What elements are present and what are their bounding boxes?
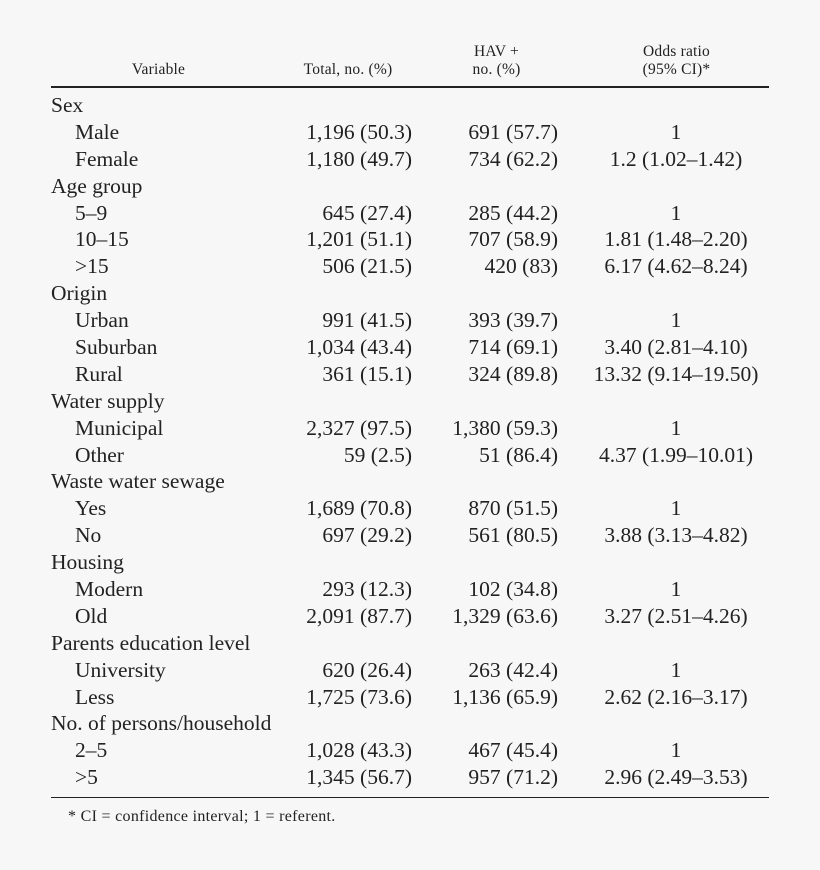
cell-odds-ratio: 1 xyxy=(670,577,682,602)
group-row xyxy=(51,388,769,415)
table-row xyxy=(51,146,769,173)
header-hav-line1: HAV + xyxy=(474,43,519,60)
cell-odds-ratio: 6.17 (4.62–8.24) xyxy=(604,254,748,279)
cell-hav-positive: 420 (83) xyxy=(484,254,558,279)
cell-odds-ratio: 4.37 (1.99–10.01) xyxy=(598,442,754,467)
cell-odds-ratio: 1 xyxy=(670,415,682,440)
cell-total: 2,091 (87.7) xyxy=(306,603,412,628)
cell-hav-positive: 393 (39.7) xyxy=(468,308,558,333)
cell-total: 1,725 (73.6) xyxy=(306,684,412,709)
cell-total: 645 (27.4) xyxy=(322,200,412,225)
cell-total: 361 (15.1) xyxy=(322,361,412,386)
group-label: Water supply xyxy=(51,388,165,413)
cell-total: 2,327 (97.5) xyxy=(306,415,412,440)
row-label: University xyxy=(75,657,166,682)
cell-odds-ratio: 13.32 (9.14–19.50) xyxy=(593,361,759,386)
cell-hav-positive: 1,380 (59.3) xyxy=(452,415,558,440)
group-row xyxy=(51,549,769,576)
cell-odds-ratio: 2.62 (2.16–3.17) xyxy=(604,684,748,709)
cell-total: 1,201 (51.1) xyxy=(306,227,412,252)
group-row xyxy=(51,92,769,119)
row-label: Yes xyxy=(75,496,107,521)
header-or-line1: Odds ratio xyxy=(642,43,710,60)
cell-hav-positive: 285 (44.2) xyxy=(468,200,558,225)
group-label: No. of persons/household xyxy=(51,711,272,736)
cell-total: 1,689 (70.8) xyxy=(306,496,412,521)
group-label: Parents education level xyxy=(51,630,251,655)
table-row xyxy=(51,657,769,684)
table-row xyxy=(51,495,769,522)
table-row xyxy=(51,684,769,711)
group-label: Age group xyxy=(51,173,143,198)
cell-odds-ratio: 1 xyxy=(670,200,682,225)
header-total: Total, no. (%) xyxy=(303,61,393,78)
cell-total: 1,345 (56.7) xyxy=(306,765,412,790)
cell-hav-positive: 1,329 (63.6) xyxy=(452,603,558,628)
cell-hav-positive: 957 (71.2) xyxy=(468,765,558,790)
cell-hav-positive: 51 (86.4) xyxy=(479,442,558,467)
header-odds-ratio xyxy=(599,43,754,79)
table-row xyxy=(51,603,769,630)
table-row xyxy=(51,226,769,253)
row-label: Male xyxy=(75,119,120,144)
row-label: Rural xyxy=(75,361,123,386)
cell-total: 620 (26.4) xyxy=(322,657,412,682)
table-row xyxy=(51,737,769,764)
table-body xyxy=(51,88,769,791)
row-label: Suburban xyxy=(75,335,158,360)
cell-hav-positive: 734 (62.2) xyxy=(468,146,558,171)
group-label: Sex xyxy=(51,93,84,117)
cell-hav-positive: 707 (58.9) xyxy=(468,227,558,252)
group-label: Waste water sewage xyxy=(51,469,225,494)
cell-total: 293 (12.3) xyxy=(322,577,412,602)
row-label: 5–9 xyxy=(75,200,108,225)
cell-total: 59 (2.5) xyxy=(343,442,412,467)
row-label: Female xyxy=(75,146,139,171)
table-footnote: * CI = confidence interval; 1 = referent. xyxy=(68,808,336,825)
cell-odds-ratio: 1 xyxy=(670,738,682,763)
table-row xyxy=(51,522,769,549)
data-table xyxy=(51,40,769,798)
cell-odds-ratio: 3.27 (2.51–4.26) xyxy=(604,603,748,628)
cell-total: 506 (21.5) xyxy=(322,254,412,279)
cell-hav-positive: 691 (57.7) xyxy=(468,119,558,144)
row-label: No xyxy=(75,523,102,548)
cell-odds-ratio: 1 xyxy=(670,119,682,144)
row-label: Municipal xyxy=(75,415,164,440)
table-row xyxy=(51,200,769,227)
group-label: Origin xyxy=(51,281,108,306)
cell-total: 1,180 (49.7) xyxy=(306,146,412,171)
row-label: >5 xyxy=(75,765,98,790)
group-row xyxy=(51,710,769,737)
table-row xyxy=(51,764,769,791)
table-header xyxy=(51,40,769,86)
table-row xyxy=(51,307,769,334)
cell-total: 1,028 (43.3) xyxy=(306,738,412,763)
cell-hav-positive: 102 (34.8) xyxy=(468,577,558,602)
group-row xyxy=(51,630,769,657)
table-row xyxy=(51,576,769,603)
header-variable: Variable xyxy=(131,61,186,78)
cell-hav-positive: 561 (80.5) xyxy=(468,523,558,548)
cell-hav-positive: 1,136 (65.9) xyxy=(452,684,558,709)
row-label: 10–15 xyxy=(75,227,129,252)
header-hav-positive xyxy=(439,43,554,79)
table-row xyxy=(51,334,769,361)
row-label: 2–5 xyxy=(75,738,108,763)
row-label: Urban xyxy=(75,308,129,333)
cell-total: 1,034 (43.4) xyxy=(306,335,412,360)
cell-total: 991 (41.5) xyxy=(322,308,412,333)
group-label: Housing xyxy=(51,550,124,575)
row-label: Modern xyxy=(75,577,144,602)
cell-odds-ratio: 1.2 (1.02–1.42) xyxy=(609,146,743,171)
cell-hav-positive: 324 (89.8) xyxy=(468,361,558,386)
cell-hav-positive: 870 (51.5) xyxy=(468,496,558,521)
cell-total: 697 (29.2) xyxy=(322,523,412,548)
cell-hav-positive: 714 (69.1) xyxy=(468,335,558,360)
group-row xyxy=(51,468,769,495)
header-or-line2: (95% CI)* xyxy=(642,61,711,78)
cell-hav-positive: 263 (42.4) xyxy=(468,657,558,682)
group-row xyxy=(51,280,769,307)
row-label: Less xyxy=(75,684,115,709)
row-label: Old xyxy=(75,603,108,628)
cell-odds-ratio: 3.40 (2.81–4.10) xyxy=(604,335,748,360)
row-label: Other xyxy=(75,442,124,467)
cell-odds-ratio: 1.81 (1.48–2.20) xyxy=(604,227,748,252)
cell-odds-ratio: 1 xyxy=(670,496,682,521)
bottom-rule xyxy=(51,797,769,798)
cell-odds-ratio: 3.88 (3.13–4.82) xyxy=(604,523,748,548)
table-row xyxy=(51,253,769,280)
cell-odds-ratio: 2.96 (2.49–3.53) xyxy=(604,765,748,790)
cell-hav-positive: 467 (45.4) xyxy=(468,738,558,763)
cell-total: 1,196 (50.3) xyxy=(306,119,412,144)
cell-odds-ratio: 1 xyxy=(670,657,682,682)
table-row xyxy=(51,119,769,146)
table-row xyxy=(51,415,769,442)
group-row xyxy=(51,173,769,200)
table-row xyxy=(51,442,769,469)
row-label: >15 xyxy=(75,254,109,279)
cell-odds-ratio: 1 xyxy=(670,308,682,333)
header-hav-line2: no. (%) xyxy=(472,61,521,78)
table-row xyxy=(51,361,769,388)
